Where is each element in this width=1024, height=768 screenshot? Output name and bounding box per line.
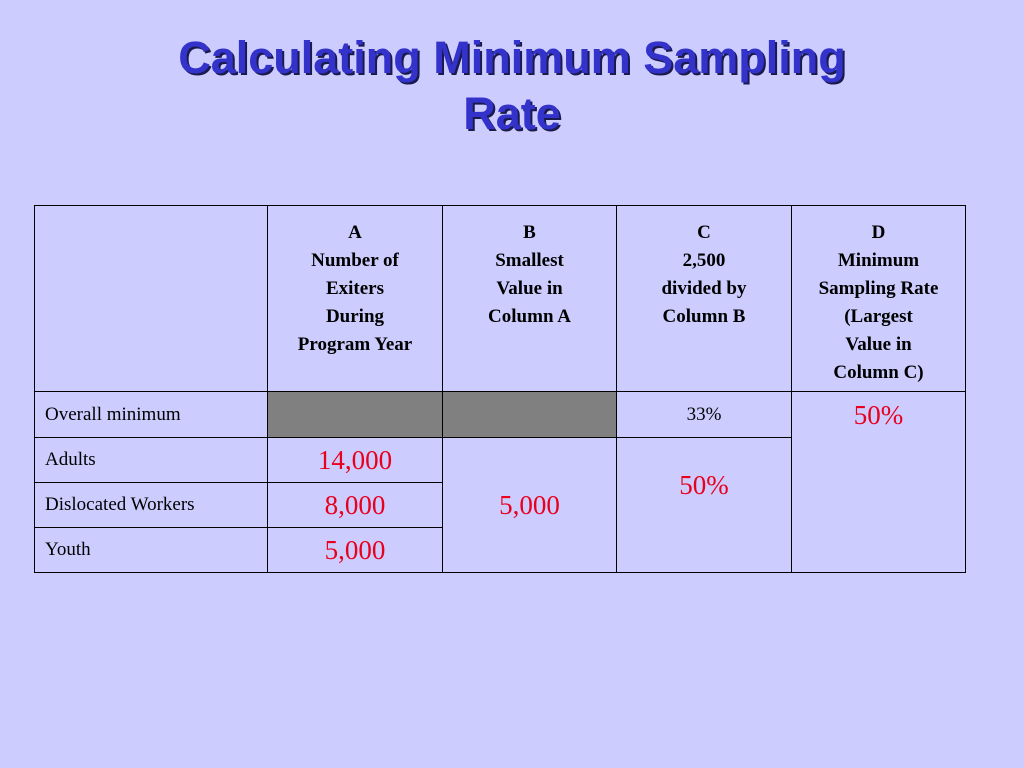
row-label-overall: Overall minimum [35, 392, 268, 438]
header-b-line: Value in [496, 278, 563, 299]
dislocated-a-value: 8,000 [268, 483, 443, 528]
header-d-line: Column C) [833, 362, 924, 383]
row-label-adults: Adults [35, 438, 268, 483]
row-label-dislocated-workers: Dislocated Workers [35, 483, 268, 528]
header-cell-b [443, 206, 617, 392]
header-cell-d [792, 206, 966, 392]
header-d-line: Sampling Rate [818, 278, 939, 299]
d-value-cell [792, 392, 966, 573]
header-d-line: Value in [845, 334, 912, 355]
header-d-line: Minimum [837, 250, 920, 271]
c-value-cell [617, 438, 792, 573]
overall-c-value: 33% [617, 392, 792, 438]
header-a-letter: A [348, 222, 362, 243]
header-c-letter: C [697, 222, 711, 243]
slide-title [0, 30, 1024, 142]
header-cell-a [268, 206, 443, 392]
slide-title-line-1: Calculating Minimum Sampling [178, 32, 846, 83]
header-cell-c [617, 206, 792, 392]
header-row [35, 206, 966, 392]
header-a-line: Exiters [325, 278, 385, 299]
header-a-line: During [325, 306, 385, 327]
sampling-rate-table [34, 205, 966, 573]
header-b-line: Smallest [495, 250, 564, 271]
table-row-overall [35, 392, 966, 438]
slide-title-line-2: Rate [463, 88, 561, 139]
header-c-line: 2,500 [682, 250, 726, 271]
header-d-line: (Largest [844, 306, 913, 327]
header-d-letter: D [871, 222, 886, 243]
c-value: 50% [679, 470, 729, 500]
header-cell-empty [35, 206, 268, 392]
adults-a-value: 14,000 [268, 438, 443, 483]
gray-cell-b [443, 392, 617, 438]
header-c-line: divided by [661, 278, 747, 299]
d-value: 50% [853, 400, 904, 430]
header-b-line: Column A [488, 306, 571, 327]
youth-a-value: 5,000 [268, 528, 443, 573]
b-value: 5,000 [443, 438, 617, 573]
gray-cell-a [268, 392, 443, 438]
header-c-line: Column B [662, 306, 746, 327]
header-a-line: Number of [311, 250, 399, 271]
row-label-youth: Youth [35, 528, 268, 573]
header-a-line: Program Year [297, 334, 413, 355]
header-b-letter: B [523, 222, 536, 243]
